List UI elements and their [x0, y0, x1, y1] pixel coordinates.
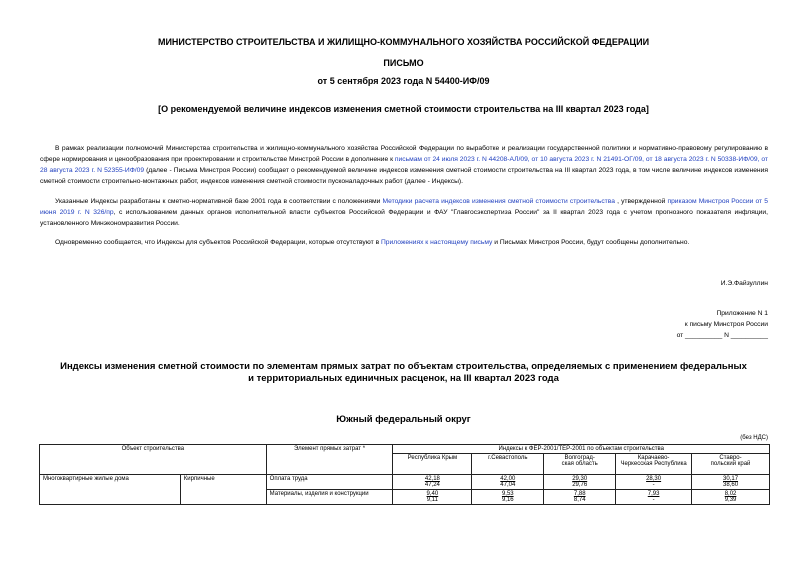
index-cell: 7,93 -: [616, 490, 692, 505]
paragraph-1-text-end: (далее - Письма Минстроя России) сообщает о рекомендуемой величине индексов изменения сметной стоимости строительства на III квартал 2023 года, в том числе величине индексов изменения сметной стоимости строительно-монтажных работ, индексов изменения сметной стоимости пусконаладочных работ (далее - Индексы).: [40, 167, 768, 185]
paragraph-2-text-mid: , утвержденной: [614, 198, 668, 205]
element-name: Материалы, изделия и конструкции: [266, 490, 393, 505]
appendix-to-letter: к письму Минстроя России: [684, 321, 768, 328]
section-title: Индексы изменения сметной стоимости по элементам прямых затрат по объектам строительства, определяемых с применением федеральных и территориальных единичных расценок, на III квартал 2023 года: [60, 361, 747, 384]
index-cell: 8,02 9,39: [692, 490, 770, 505]
appendices-link[interactable]: Приложениях к настоящему письму: [380, 239, 493, 246]
region-header: Карачаево- Черкесская Республика: [616, 454, 692, 475]
paragraph-2: [40, 196, 768, 229]
index-cell: 42,00 47,04: [472, 475, 544, 490]
header-object: Объект строительства: [40, 445, 267, 475]
index-cell: 9,53 9,16: [472, 490, 544, 505]
element-name: Оплата труда: [266, 475, 393, 490]
region-header: Ставро- польский край: [692, 454, 770, 475]
paragraph-3-text: Одновременно сообщается, что Индексы для субъектов Российской Федерации, которые отсутствуют в: [55, 239, 381, 246]
letters-link[interactable]: письмам от 24 июля 2023 г. N 44208-АЛ/09, от 10 августа 2023 г. N 21491-ОГ/09, от 18 августа 2023 г. N 50338-ИФ/09, от 28 августа 2023 г. N 52355-ИФ/09: [40, 156, 768, 174]
paragraph-1: [40, 143, 768, 187]
paragraph-2-text: Указанные Индексы разработаны к сметно-нормативной базе 2001 года в соответствии с положениями: [55, 198, 383, 205]
index-cell: 30,17 38,60: [692, 475, 770, 490]
index-cell: 9,40 9,11: [393, 490, 472, 505]
index-cell: 29,30 29,76: [544, 475, 616, 490]
vat-note: (без НДС): [740, 435, 768, 441]
doc-subject: [О рекомендуемой величине индексов изменения сметной стоимости строительства на III квартал 2023 года]: [158, 104, 649, 114]
header-element: Элемент прямых затрат *: [266, 445, 393, 475]
header-index: Индексы к ФЕР-2001/ТЕР-2001 по объектам строительства: [393, 445, 770, 454]
paragraph-1-text: В рамках реализации полномочий Министерства строительства и жилищно-коммунального хозяйства Российской Федерации по выработке и реализации государственной политики и нормативно-правовому регулированию в сфере нормирования и ценообразования при проектировании и строительстве Минстрой России в дополнение к: [40, 145, 768, 163]
object-name: Многоквартирные жилые дома: [40, 475, 181, 505]
table-header-row: [40, 445, 770, 454]
index-cell: 7,88 8,74: [544, 490, 616, 505]
paragraph-2-text-end: , с использованием данных органов исполнительной власти субъектов Российской Федерации и ФАУ "Главгосэкспертиза России" за II квартал 2023 года с учетом прогнозного показателя инфляции, установленного Минэкономразвития России.: [40, 209, 768, 227]
region-header: Волгоград- ская область: [544, 454, 616, 475]
index-cell: 28,30 -: [616, 475, 692, 490]
appendix-from: от __________ N __________: [676, 332, 768, 339]
district-title: Южный федеральный округ: [336, 414, 471, 425]
paragraph-3-text-end: и Письмах Минстроя России, будут сообщены дополнительно.: [492, 239, 690, 246]
ministry-title: МИНИСТЕРСТВО СТРОИТЕЛЬСТВА И ЖИЛИЩНО-КОММУНАЛЬНОГО ХОЗЯЙСТВА РОССИЙСКОЙ ФЕДЕРАЦИИ: [157, 37, 650, 47]
appendix-title: Приложение N 1: [716, 310, 768, 317]
doc-date-number: от 5 сентября 2023 года N 54400-ИФ/09: [317, 76, 490, 86]
order-link[interactable]: приказом Минстроя России от 5 июня 2019 г. N 326/пр: [40, 198, 768, 216]
region-header: Республика Крым: [393, 454, 472, 475]
object-type: Кирпичные: [180, 475, 266, 505]
signature: И.Э.Файзуллин: [720, 280, 768, 287]
index-cell: 42,18 47,24: [393, 475, 472, 490]
paragraph-3: [40, 237, 768, 248]
region-header: г.Севастополь: [472, 454, 544, 475]
indices-table: [39, 444, 770, 505]
methodology-link[interactable]: Методики расчета индексов изменения сметной стоимости строительства: [382, 198, 615, 205]
doc-type: ПИСЬМО: [383, 58, 424, 68]
table-row: [40, 475, 770, 490]
